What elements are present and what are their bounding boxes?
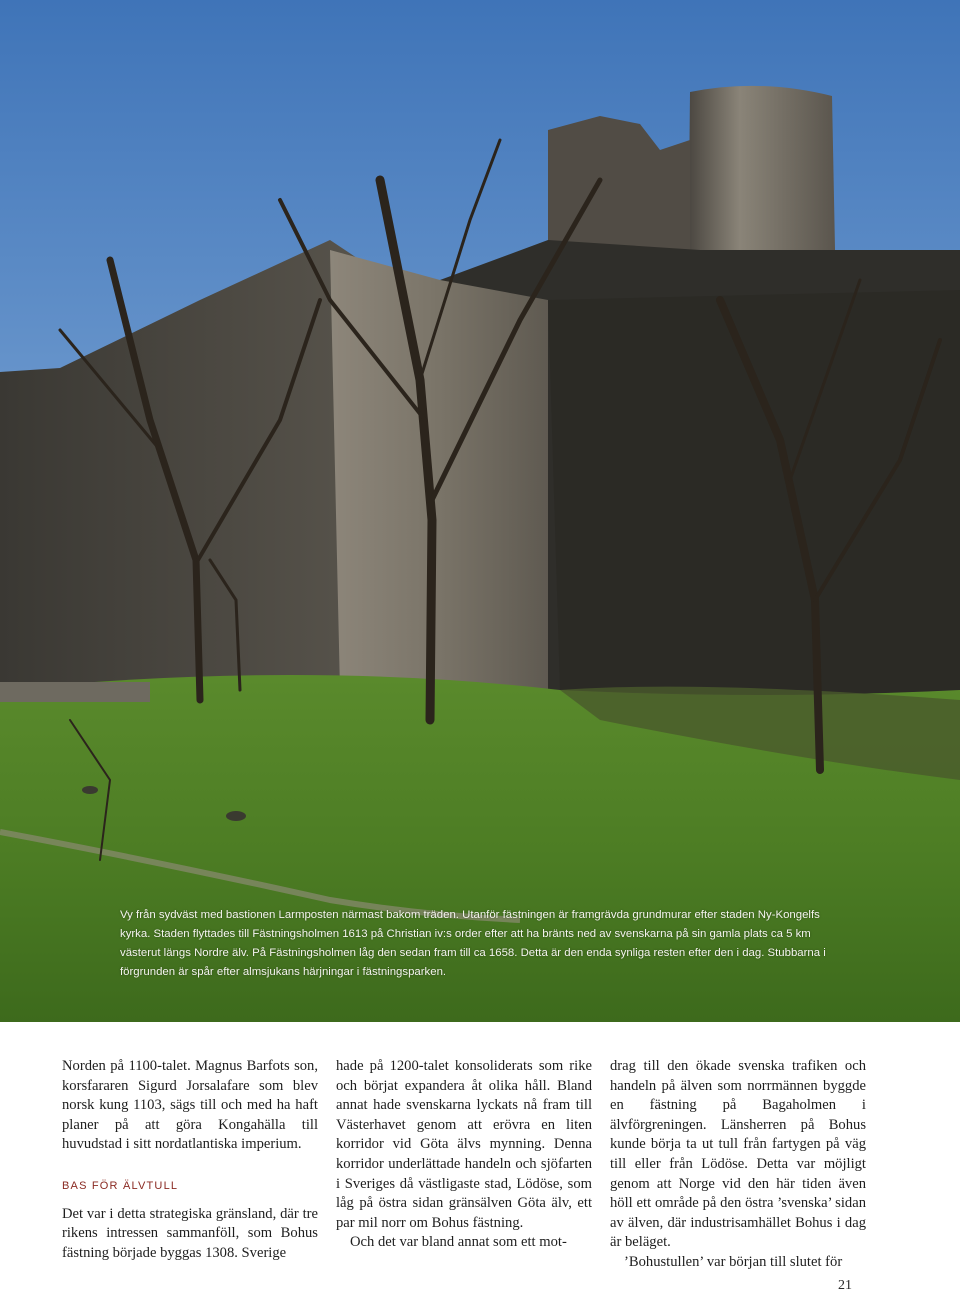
paragraph: Det var i detta strategiska gränsland, där tre rikens intressen sammanföll, som Bohus fästning började byggas 1308. Sverige xyxy=(62,1205,318,1261)
paragraph: Norden på 1100-talet. Magnus Barfots son, korsfararen Sigurd Jorsalafare som blev norsk kung 1103, sägs till och med ha haft planer på att göra Kongahälla till huvudstad i sitt nordatlantiska imperium. xyxy=(62,1058,318,1153)
paragraph: hade på 1200-talet konsoliderats som rike och börjat expandera åt olika håll. Bland annat hade svenskarna lyckats nå fram till Västerhavet genom att erövra en liten korridor vid Göta älvs mynning. Denna korridor underlättade handeln och sjöfarten i Sveriges då västligaste stad, Lödöse, som låg på östra sidan gränsälven Göta älv, ett par mil norr om Bohus fästning. xyxy=(336,1058,592,1231)
text-column-1 xyxy=(62,1057,318,1263)
photo-caption: Vy från sydväst med bastionen Larmposten närmast bakom träden. Utanför fästningen är framgrävda grundmurar efter staden Ny-Kongelfs kyrka. Staden flyttades till Fästningsholmen 1613 på Christian iv:s order efter att ha bränts ned av svenskarna på sin gamla plats ca 5 km västerut längs Nordre älv. På Fästningsholmen låg den sedan fram till ca 1658. Detta är den enda synliga resten efter den i dag. Stubbarna i förgrunden är spår efter almsjukans härjningar i fästningsparken. xyxy=(120,909,826,978)
paragraph: ’Bohustullen’ var början till slutet för xyxy=(624,1253,843,1270)
text-column-2 xyxy=(336,1057,592,1253)
text-column-3 xyxy=(610,1057,866,1273)
paragraph: Och det var bland annat som ett mot- xyxy=(350,1234,567,1251)
page-number: 21 xyxy=(838,1278,852,1293)
section-subheading: BAS FÖR ÄLVTULL xyxy=(62,1179,179,1192)
paragraph: drag till den ökade svenska trafiken och handeln på älven som norrmännen byggde en fästning på Bagaholmen i älvförgreningen. Länsherren på Bohus kunde börja ta ut tull från fartygen på väg till eller från Lödöse. Detta var möjligt genom att Norge vid den här tiden även höll ett område på den östra ’svenska’ sidan av älven, där industrisamhället Bohus i dag är beläget. xyxy=(610,1058,866,1251)
